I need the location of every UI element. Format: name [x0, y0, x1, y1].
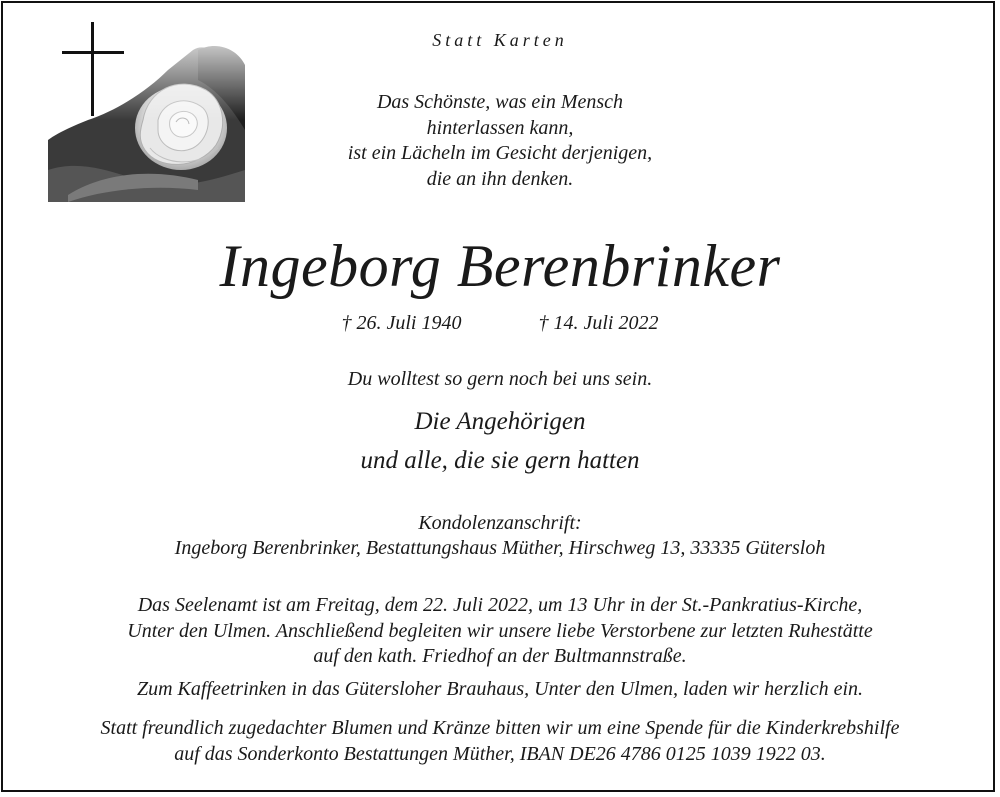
- service-line: auf den kath. Friedhof an der Bultmannstraße.: [313, 645, 687, 667]
- statt-karten-heading: Statt Karten: [432, 30, 568, 50]
- service-line: Unter den Ulmen. Anschließend begleiten wir unsere liebe Verstorbene zur letzten Ruhestätte: [127, 619, 873, 642]
- condolence-label: Kondolenzanschrift:: [418, 512, 582, 534]
- donation-request: [0, 716, 1000, 767]
- coffee-invitation: Zum Kaffeetrinken in das Gütersloher Brauhaus, Unter den Ulmen, laden wir herzlich ein.: [136, 678, 864, 700]
- deceased-name: Ingeborg Berenbrinker: [219, 233, 781, 299]
- quote-line: Das Schönste, was ein Mensch: [376, 91, 624, 113]
- cross-horizontal-bar: [62, 51, 124, 54]
- life-dates: [0, 312, 1000, 335]
- condolence-address: Ingeborg Berenbrinker, Bestattungshaus Müther, Hirschweg 13, 33335 Gütersloh: [174, 537, 826, 559]
- donation-line: Statt freundlich zugedachter Blumen und Kränze bitten wir um eine Spende für die Kinderkrebshilfe: [100, 717, 900, 739]
- donation-line: auf das Sonderkonto Bestattungen Müther, IBAN DE26 4786 0125 1039 1922 03.: [174, 742, 826, 765]
- mourners: [0, 402, 1000, 480]
- service-line: Das Seelenamt ist am Freitag, dem 22. Juli 2022, um 13 Uhr in der St.-Pankratius-Kirche,: [137, 594, 863, 616]
- service-info: [0, 593, 1000, 670]
- birth-date: † 26. Juli 1940: [341, 312, 462, 334]
- death-date: † 14. Juli 2022: [538, 312, 659, 334]
- quote-line: die an ihn denken.: [426, 167, 574, 190]
- mourners-line-1: Die Angehörigen: [414, 408, 586, 435]
- quote-line: hinterlassen kann,: [426, 116, 574, 139]
- memorial-quote: [250, 90, 750, 192]
- mourners-line-2: und alle, die sie gern hatten: [360, 447, 640, 474]
- quote-line: ist ein Lächeln im Gesicht derjenigen,: [347, 142, 653, 164]
- motto-line: Du wolltest so gern noch bei uns sein.: [347, 368, 653, 390]
